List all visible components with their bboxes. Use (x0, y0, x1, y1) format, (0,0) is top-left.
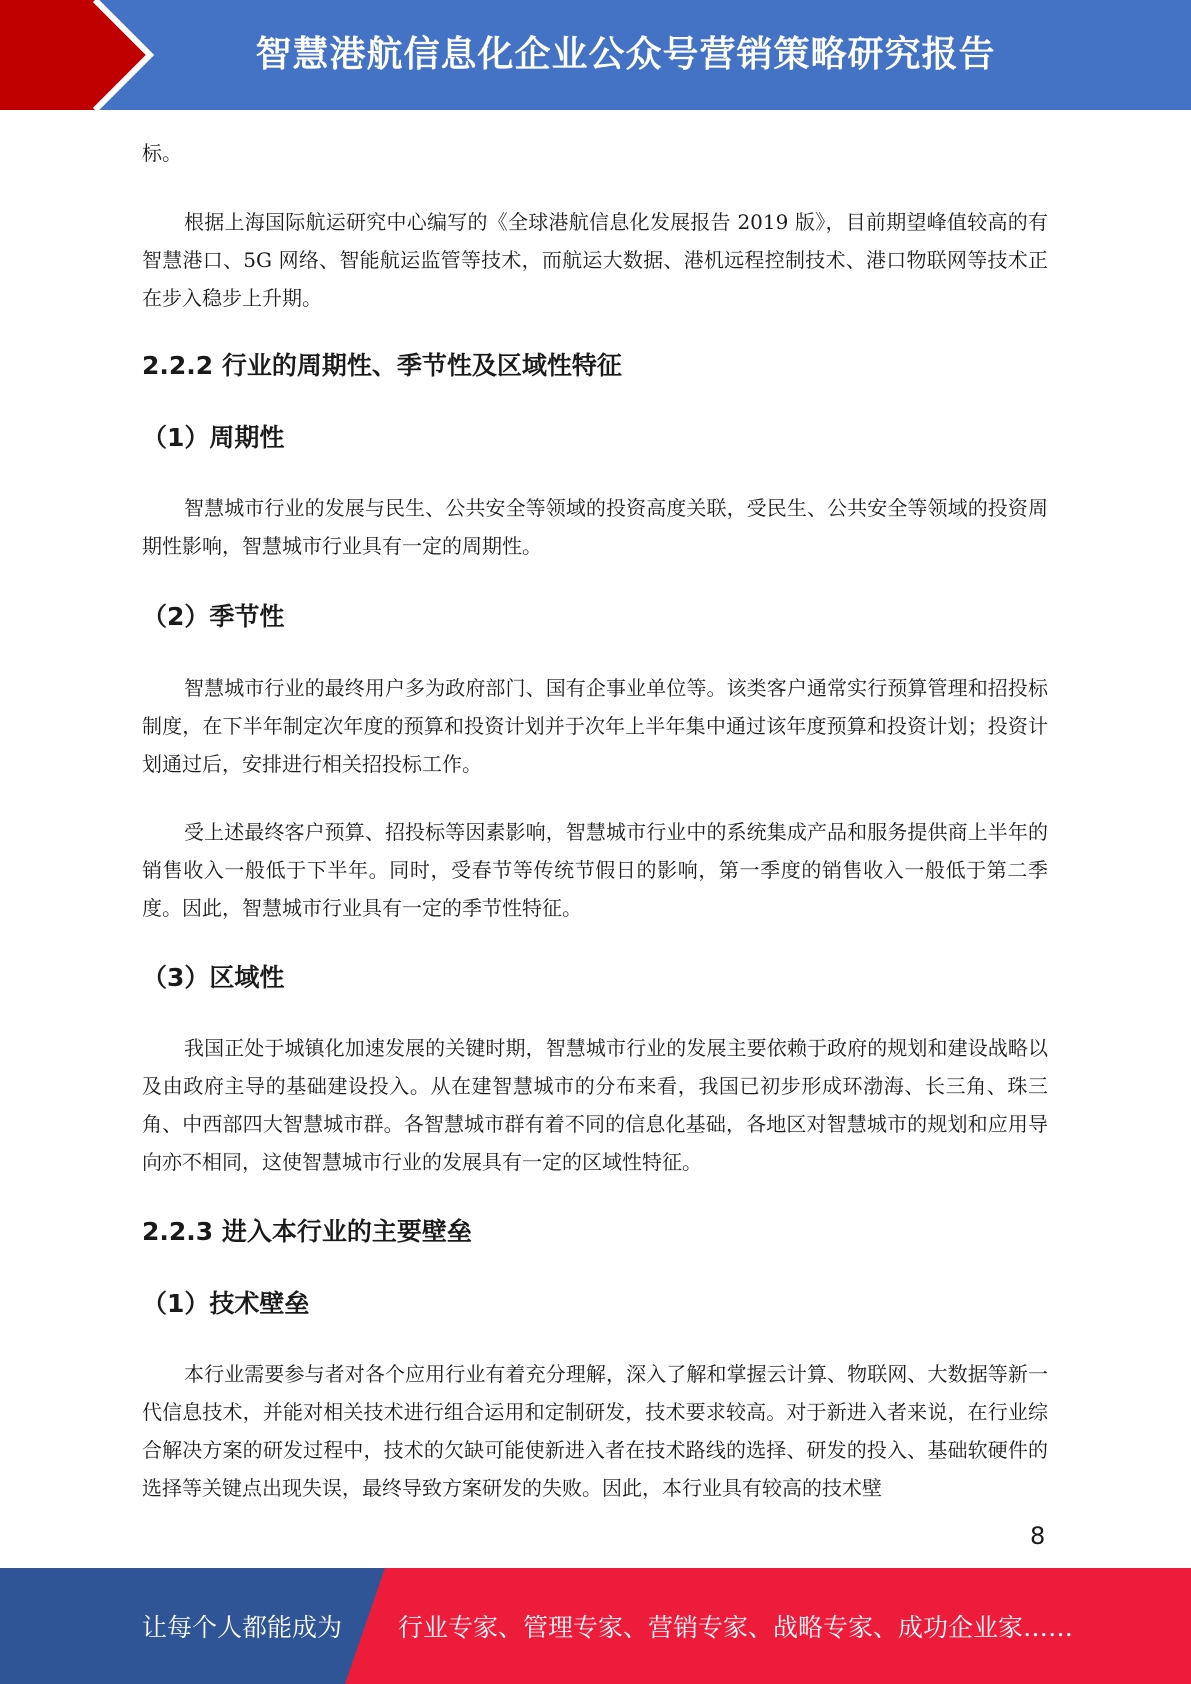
paragraph-technical-barrier: 本行业需要参与者对各个应用行业有着充分理解，深入了解和掌握云计算、物联网、大数据等新一代信息技术，并能对相关技术进行组合运用和定制研发，技术要求较高。对于新进入者来说，在行业综合解决方案的研发过程中，技术的欠缺可能使新进入者在技术路线的选择、研发的投入、基础软硬件的选择等关键点出现失误，最终导致方案研发的失败。因此，本行业具有较高的技术壁 (142, 1362, 1048, 1500)
paragraph-continuation: 标。 (142, 141, 182, 165)
paragraph-regionality: 我国正处于城镇化加速发展的关键时期，智慧城市行业的发展主要依赖于政府的规划和建设战略以及由政府主导的基础建设投入。从在建智慧城市的分布来看，我国已初步形成环渤海、长三角、珠三角、中西部四大智慧城市群。各智慧城市群有着不同的信息化基础，各地区对智慧城市的规划和应用导向亦不相同，这使智慧城市行业的发展具有一定的区域性特征。 (142, 1036, 1048, 1174)
footer-slogan-right: 行业专家、管理专家、营销专家、战略专家、成功企业家…… (398, 1613, 1074, 1642)
section-heading-2-2-3: 2.2.3 进入本行业的主要壁垒 (142, 1217, 472, 1246)
subheading-seasonality: （2）季节性 (142, 602, 285, 631)
paragraph-seasonality-1: 智慧城市行业的最终用户多为政府部门、国有企事业单位等。该类客户通常实行预算管理和招投标制度，在下半年制定次年度的预算和投资计划并于次年上半年集中通过该年度预算和投资计划；投资计划通过后，安排进行相关招投标工作。 (142, 676, 1048, 776)
subheading-technical-barrier: （1）技术壁垒 (142, 1289, 310, 1318)
footer-slogan-left: 让每个人都能成为 (142, 1613, 343, 1642)
page-footer (0, 1568, 1191, 1684)
paragraph-seasonality-2: 受上述最终客户预算、招投标等因素影响，智慧城市行业中的系统集成产品和服务提供商上半年的销售收入一般低于下半年。同时，受春节等传统节假日的影响，第一季度的销售收入一般低于第二季度。因此，智慧城市行业具有一定的季节性特征。 (142, 820, 1048, 920)
page-header (0, 0, 1191, 110)
page-number: 8 (1030, 1522, 1046, 1550)
section-heading-2-2-2: 2.2.2 行业的周期性、季节性及区域性特征 (142, 351, 622, 380)
subheading-regionality: （3）区域性 (142, 963, 285, 992)
paragraph-cyclicality: 智慧城市行业的发展与民生、公共安全等领域的投资高度关联，受民生、公共安全等领域的投资周期性影响，智慧城市行业具有一定的周期性。 (142, 496, 1048, 558)
subheading-cyclicality: （1）周期性 (142, 423, 285, 452)
document-title: 智慧港航信息化企业公众号营销策略研究报告 (255, 34, 996, 75)
paragraph-report-reference: 根据上海国际航运研究中心编写的《全球港航信息化发展报告 2019 版》，目前期望峰值较高的有智慧港口、5G 网络、智能航运监管等技术，而航运大数据、港机远程控制技术、港口物联网等技术正在步入稳步上升期。 (142, 210, 1048, 310)
